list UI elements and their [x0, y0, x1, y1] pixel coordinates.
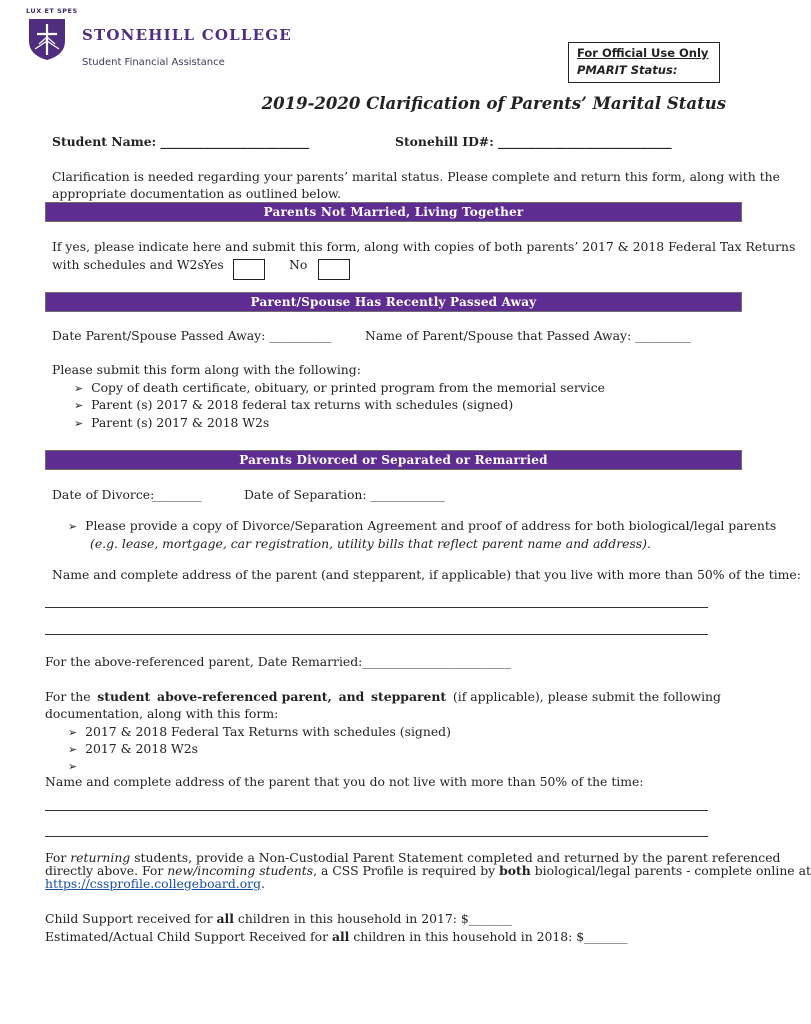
child-support-2017-field[interactable]: Child Support received for all children in this household in 2017: $_______	[45, 911, 513, 926]
css-profile-link[interactable]: https://cssprofile.collegeboard.org	[45, 876, 262, 891]
returning-students-line2: directly above. For new/incoming students, a CSS Profile is required by both biological/legal parents - complete online at	[45, 863, 811, 878]
address-live-with-line2[interactable]	[45, 634, 708, 635]
list-item: ➢ Parent (s) 2017 & 2018 federal tax returns with schedules (signed)	[74, 397, 514, 412]
returning-students-line1: For returning students, provide a Non-Custodial Parent Statement completed and returned by the parent referenced	[45, 850, 781, 865]
arrow-bullet-icon: ➢	[68, 760, 78, 773]
name-passed-away-field[interactable]: Name of Parent/Spouse that Passed Away: _________	[365, 328, 691, 343]
college-name: STONEHILL COLLEGE	[82, 26, 292, 44]
section-heading-not-married: Parents Not Married, Living Together	[45, 202, 742, 222]
arrow-bullet-icon: ➢	[74, 382, 84, 395]
section-heading-divorced: Parents Divorced or Separated or Remarried	[45, 450, 742, 470]
address-not-live-with-label: Name and complete address of the parent that you do not live with more than 50% of the time:	[45, 774, 644, 789]
list-item: ➢ Copy of death certificate, obituary, or printed program from the memorial service	[74, 380, 605, 395]
date-of-divorce-field[interactable]: ________	[152, 487, 202, 502]
section-heading-passed-away: Parent/Spouse Has Recently Passed Away	[45, 292, 742, 312]
date-remarried-field[interactable]: For the above-referenced parent, Date Remarried:________________________	[45, 654, 512, 669]
list-item: ➢ 2017 & 2018 W2s	[68, 741, 198, 756]
student-name-field[interactable]: Student Name: ________________________	[52, 134, 310, 149]
official-use-box	[568, 42, 720, 83]
list-item: ➢ 2017 & 2018 Federal Tax Returns with schedules (signed)	[68, 724, 451, 739]
arrow-bullet-icon: ➢	[74, 399, 84, 412]
college-shield-logo	[27, 17, 67, 61]
list-item: ➢ Please provide a copy of Divorce/Separation Agreement and proof of address for both biological/legal parents	[68, 518, 777, 533]
no-label: No	[289, 257, 308, 272]
yes-label: Yes	[203, 257, 224, 272]
not-married-instructions-line2: with schedules and W2s	[52, 257, 204, 272]
no-checkbox[interactable]	[318, 259, 350, 280]
date-of-separation-field[interactable]: Date of Separation: ____________	[244, 487, 445, 502]
yes-checkbox[interactable]	[233, 259, 265, 280]
intro-text-line1: Clarification is needed regarding your parents’ marital status. Please complete and return this form, along with the	[52, 169, 780, 184]
arrow-bullet-icon: ➢	[68, 726, 78, 739]
css-profile-line: https://cssprofile.collegeboard.org.	[45, 876, 265, 891]
documentation-intro-line1: For the student above-referenced parent, and stepparent (if applicable), please submit the following	[45, 689, 721, 704]
arrow-bullet-icon: ➢	[68, 520, 78, 533]
form-title: 2019-2020 Clarification of Parents’ Marital Status	[261, 94, 726, 113]
intro-text-line2: appropriate documentation as outlined below.	[52, 186, 342, 201]
department-name: Student Financial Assistance	[82, 57, 225, 68]
child-support-2018-field[interactable]: Estimated/Actual Child Support Received for all children in this household in 2018: $_______	[45, 929, 628, 944]
college-motto: LUX ET SPES	[26, 7, 78, 15]
official-use-title: For Official Use Only	[577, 46, 709, 60]
not-married-instructions-line1: If yes, please indicate here and submit this form, along with copies of both parents’ 2017 & 2018 Federal Tax Returns	[52, 239, 796, 254]
provide-example-text: (e.g. lease, mortgage, car registration, utility bills that reflect parent name and address).	[90, 536, 651, 551]
submit-intro-text: Please submit this form along with the following:	[52, 362, 361, 377]
list-item: ➢ Parent (s) 2017 & 2018 W2s	[74, 415, 270, 430]
date-passed-away-field[interactable]: Date Parent/Spouse Passed Away: __________	[52, 328, 332, 343]
official-use-status: PMARIT Status:	[577, 63, 678, 77]
documentation-intro-line2: documentation, along with this form:	[45, 706, 279, 721]
address-live-with-line1[interactable]	[45, 607, 708, 608]
arrow-bullet-icon: ➢	[74, 417, 84, 430]
arrow-bullet-icon: ➢	[68, 743, 78, 756]
address-live-with-label: Name and complete address of the parent (and stepparent, if applicable) that you live with more than 50% of the time:	[52, 567, 801, 582]
address-not-live-with-line1[interactable]	[45, 810, 708, 811]
stonehill-id-field[interactable]: Stonehill ID#: ____________________________	[395, 134, 672, 149]
date-of-divorce-label: Date of Divorce:	[52, 487, 155, 502]
address-not-live-with-line2[interactable]	[45, 836, 708, 837]
